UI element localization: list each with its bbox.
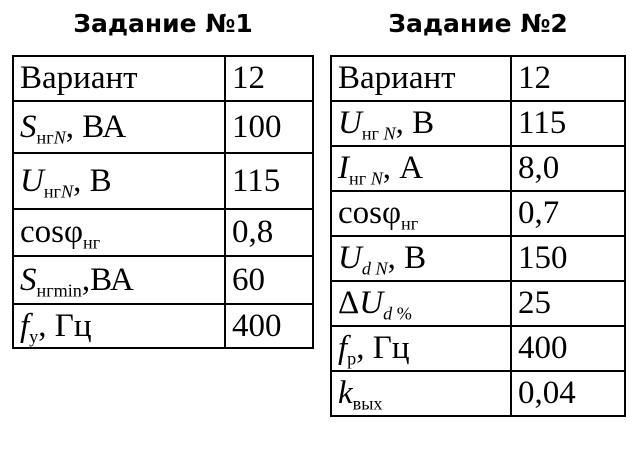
value-u-d-n: 150 xyxy=(511,236,625,281)
value-i-ng-n: 8,0 xyxy=(511,146,625,191)
task2-table xyxy=(330,55,626,417)
param-f-u: $f_у$, Гц xyxy=(13,304,225,348)
value-delta-u-d: 25 xyxy=(511,281,625,326)
value-variant: 12 xyxy=(511,56,625,101)
param-u-ng-n: $U_{нгN}$, В xyxy=(13,153,225,209)
value-variant: 12 xyxy=(225,56,313,101)
table-row xyxy=(331,371,625,416)
task1-title: Задание №1 xyxy=(73,9,253,38)
value-s-ng-min: 60 xyxy=(225,256,313,304)
table-row xyxy=(13,101,313,153)
param-f-p: $f_р$, Гц xyxy=(331,326,511,371)
table-row xyxy=(331,146,625,191)
param-u-ng-n: $U_{нг N}$, В xyxy=(331,101,511,146)
value-k-out: 0,04 xyxy=(511,371,625,416)
value-f-p: 400 xyxy=(511,326,625,371)
param-delta-u-d: $\Delta U_{d \%}$ xyxy=(331,281,511,326)
value-f-u: 400 xyxy=(225,304,313,348)
value-s-ng-n: 100 xyxy=(225,101,313,153)
table-row xyxy=(13,304,313,348)
param-variant: Вариант xyxy=(13,56,225,101)
task1-table xyxy=(12,55,314,349)
table-row xyxy=(331,281,625,326)
param-variant: Вариант xyxy=(331,56,511,101)
param-u-d-n: $U_{d N}$, В xyxy=(331,236,511,281)
table-row xyxy=(13,209,313,256)
value-cosphi-ng: 0,7 xyxy=(511,191,625,236)
param-i-ng-n: $I_{нг N}$, А xyxy=(331,146,511,191)
param-cosphi-ng: cosφ$_{нг}$ xyxy=(13,209,225,256)
param-s-ng-min: $S_{нгmin},ВА$ xyxy=(13,256,225,304)
table-row xyxy=(331,101,625,146)
table-row xyxy=(331,191,625,236)
table-row xyxy=(13,256,313,304)
table-row xyxy=(13,56,313,101)
table-row xyxy=(331,326,625,371)
table-row xyxy=(331,56,625,101)
table-row xyxy=(13,153,313,209)
param-s-ng-n: $S_{нгN}$, ВА xyxy=(13,101,225,153)
value-u-ng-n: 115 xyxy=(511,101,625,146)
param-cosphi-ng: cosφ$_{нг}$ xyxy=(331,191,511,236)
param-k-out: $k_{вых}$ xyxy=(331,371,511,416)
task2-title: Задание №2 xyxy=(388,9,568,38)
table-row xyxy=(331,236,625,281)
value-cosphi-ng: 0,8 xyxy=(225,209,313,256)
value-u-ng-n: 115 xyxy=(225,153,313,209)
